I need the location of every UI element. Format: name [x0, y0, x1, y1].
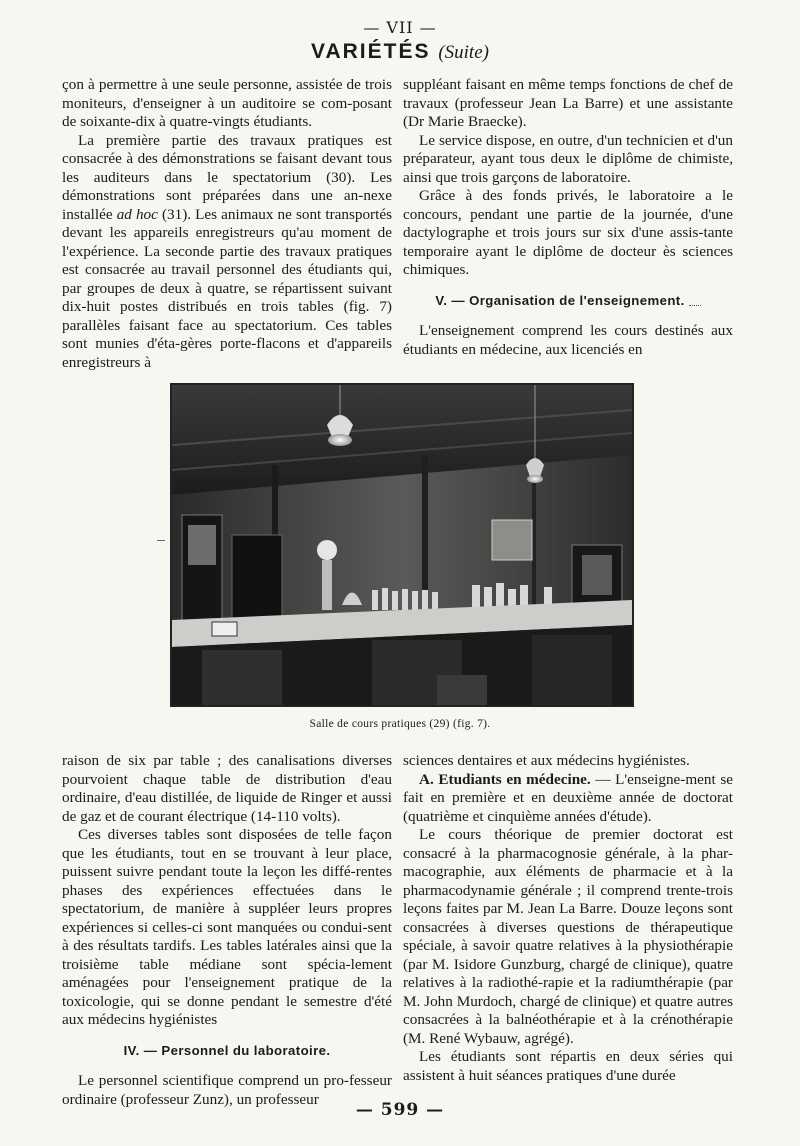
photo-illustration: [172, 385, 632, 705]
paragraph: çon à permettre à une seule personne, assistée de trois moniteurs, d'enseigner à un auditoire se com-posant de soixante-dix à quatre-vingts étudiants.: [62, 76, 392, 130]
figure-caption: Salle de cours pratiques (29) (fig. 7).: [309, 718, 491, 730]
title-suite: (Suite): [438, 42, 489, 63]
laboratory-photograph: [170, 383, 634, 707]
paragraph: L'enseignement comprend les cours destinés aux étudiants en médecine, aux licenciés en: [403, 322, 733, 358]
paragraph: Grâce à des fonds privés, le laboratoire a le concours, pendant une partie de la journée, d'une dactylographe et trois jours sur six d'une assis-tante temporaire ayant le diplôme de docteur ès sciences chimiques.: [403, 187, 733, 278]
paragraph: Le personnel scientifique comprend un pro-fesseur ordinaire (professeur Zunz), un professeur: [62, 1072, 392, 1108]
margin-mark: [157, 540, 165, 541]
paragraph: suppléant faisant en même temps fonctions de chef de travaux (professeur Jean La Barre) et une assistante (Dr Marie Braecke).: [403, 76, 733, 130]
paragraph: Le cours théorique de premier doctorat est consacré à la pharmacognosie générale, à la phar-macographie, aux éléments de pharmacie et à la pharmacodynamie générale ; il comprend trente-trois leçons faites par M. Jean La Barre. Douze leçons sont consacrées à diverses questions de thérapeutique spéciale, à savoir quatre relatives à la physiothérapie (par M. Isidore Gunzburg, chargé de clinique), quatre relatives à la radiothé-rapie et la radiumthérapie (par M. John Murdoch, chargé de clinique) et quatre autres consacrées à la balnéothérapie et à la crénothérapie (M. René Wybauw, agrégé).: [403, 826, 733, 1047]
paragraph: [62, 132, 392, 373]
heading-text: V. — Organisation de l'enseignement.: [435, 292, 685, 308]
paragraph: Ces diverses tables sont disposées de telle façon que les étudiants, tout en se trouvant à leur place, puissent suivre pendant toute la leçon les diffé-rentes phases des expériences effectuées dans le spectatorium, de manière à suppléer leurs propres expériences si celles-ci sont manquées ou condui-sent à des résultats tardifs. Les tables latérales ainsi que la troisième table médiane sont spécia-lement aménagées pour l'enseignement pratique de la toxicologie, qui se donne pendant le semestre d'été aux médecins hygiénistes: [62, 826, 392, 1028]
text-run: — L'enseigne-ment se fait en première et en deuxième année de doctorat (quatrième et cinquième années d'étude).: [403, 770, 733, 825]
section-heading-iv: IV. — Personnel du laboratoire.: [123, 1042, 331, 1058]
paragraph: sciences dentaires et aux médecins hygiénistes.: [403, 752, 690, 769]
column-bottom-left: [62, 752, 392, 1109]
ink-mark: [689, 295, 701, 306]
paragraph: Le service dispose, en outre, d'un technicien et d'un préparateur, ayant tous deux le diplôme de chimiste, ainsi que trois garçons de laboratoire.: [403, 131, 733, 186]
subsection-title: A. Etudiants en médecine.: [419, 770, 591, 788]
page-number: — 599 —: [355, 1100, 445, 1120]
title-main: VARIÉTÉS: [311, 40, 431, 63]
column-top-right: [403, 76, 733, 359]
page-roman-number: — VII —: [363, 18, 437, 37]
paragraph: [403, 771, 733, 827]
paragraph: Les étudiants sont répartis en deux séries qui assistent à huit séances pratiques d'une durée: [403, 1048, 733, 1084]
section-heading-v: [403, 292, 733, 311]
text-run: La première partie des travaux pratiques est consacrée à des démonstrations se faisant devant tous les auditeurs dans le spectatorium (30). Les démonstrations sont préparées dans une an-nexe installée: [62, 131, 392, 223]
paragraph: raison de six par table ; des canalisations diverses pourvoient chaque table de distribution d'eau ordinaire, d'eau distillée, de liquide de Ringer et aussi de gaz et de courant électrique (14-110 volts).: [62, 752, 392, 825]
column-top-left: [62, 76, 392, 372]
page-title: [0, 40, 800, 64]
column-bottom-right: [403, 752, 733, 1085]
text-run: (31). Les animaux ne sont transportés devant les appareils enregistreurs qu'au moment de l'expérience. La seconde partie des travaux pratiques est consacrée au travail personnel des étudiants qui, par groupes de deux à quatre, se répartissent suivant dix-huit postes distribués en trois tables (fig. 7) parallèles faisant face au spectatorium. Ces tables sont munies d'éta-gères porte-flacons et d'appareils enregistreurs à: [62, 205, 392, 371]
italic-text: ad hoc: [116, 205, 158, 223]
